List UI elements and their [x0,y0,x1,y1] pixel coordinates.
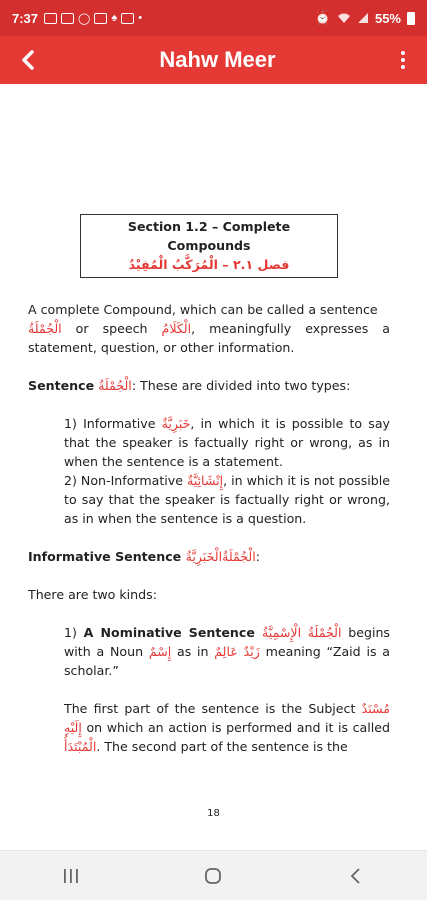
list-item: 2) Non-Informative إِنْشَائِيَّةٌ, in which it is not possible to say that the speaker is factually right or wrong, as in when the sentence is a question. [64,473,391,526]
wifi-icon [337,12,351,24]
subject-paragraph: The first part of the sentence is the Subject مُسْنَدٌ إِلَيْهِ on which an action is performed and it is called الْمُبْتَدَأُ. The second part of the sentence is the [64,701,390,754]
chat-icon [94,13,107,24]
notification-icons [44,12,142,25]
snapchat-icon: ♠ [111,12,118,24]
list-item: 1) Informative خَبَرِيَّةٌ, in which it is possible to say that the speaker is factually right or wrong, as in when the sentence is a statement. [64,416,390,469]
nav-back-button[interactable] [326,851,386,900]
gallery-icon [121,13,134,24]
system-nav-bar [0,850,427,900]
signal-icon [357,12,369,24]
arabic-term: إِنْشَائِيَّةٌ [187,473,224,488]
sentence-heading: Sentence الْجُمْلَةُ: These are divided into two types: [28,378,351,393]
back-button[interactable] [0,36,56,84]
home-icon [204,867,222,885]
sentence-types-list [28,414,390,528]
arabic-term: الْجُمْلَةُ [28,321,62,336]
document-view[interactable] [0,84,427,850]
battery-icon [407,12,415,25]
section-header [80,214,338,278]
message-icon [61,13,74,24]
section-title: Section 1.2 – Complete Compounds [127,219,291,253]
arabic-term: الْجُمْلَةُالْخَبَرِيَّةُ [185,549,256,564]
list-item: 1) A Nominative Sentence الْجُمْلَةُ الْإِسْمِيَّةُ begins with a Noun إِسْمٌ as in زَيْدٌ عَالِمٌ meaning “Zaid is a scholar.” [64,625,390,678]
kinds-list [28,623,390,756]
app-bar [0,36,427,84]
message-icon [44,13,57,24]
status-bar [0,0,427,36]
dot-icon: • [138,12,143,24]
informative-heading: Informative Sentence الْجُمْلَةُالْخَبَرِيَّةُ: [28,549,260,564]
overflow-menu-button[interactable] [379,36,427,84]
arabic-term: زَيْدٌ عَالِمٌ [214,644,260,659]
document-page [28,214,390,756]
whatsapp-icon: ◯ [78,12,91,25]
chevron-left-icon [19,50,37,70]
intro-paragraph: A complete Compound, which can be called a sentence الْجُمْلَةُ or speech الْكَلَامُ, meaningfully expresses a statement, question, or other information. [28,302,390,355]
arabic-term: الْجُمْلَةُ [98,378,132,393]
app-title: Nahw Meer [159,47,276,72]
back-icon [349,867,363,885]
battery-level: 55% [374,10,401,26]
arabic-term: خَبَرِيَّةٌ [161,416,191,431]
recent-apps-icon [62,868,80,884]
section-title-arabic: فصل ٢.١ – الْمُرَكَّبُ الْمُفِيْدُ [128,257,290,272]
status-time: 7:37 [12,10,39,26]
two-kinds-text: There are two kinds: [28,587,157,602]
alarm-icon: ⏰ [314,10,331,25]
arabic-term: الْجُمْلَةُ الْإِسْمِيَّةُ [262,625,342,640]
arabic-term: الْكَلَامُ [161,321,192,336]
more-vert-icon [401,51,405,55]
recent-apps-button[interactable] [41,851,101,900]
system-icons [315,10,415,26]
page-number: 18 [207,808,220,819]
arabic-term: إِسْمٌ [148,644,172,659]
arabic-term: مُسْنَدٌ إِلَيْهِ [64,701,390,735]
arabic-term: الْمُبْتَدَأُ [64,739,97,754]
home-button[interactable] [183,851,243,900]
